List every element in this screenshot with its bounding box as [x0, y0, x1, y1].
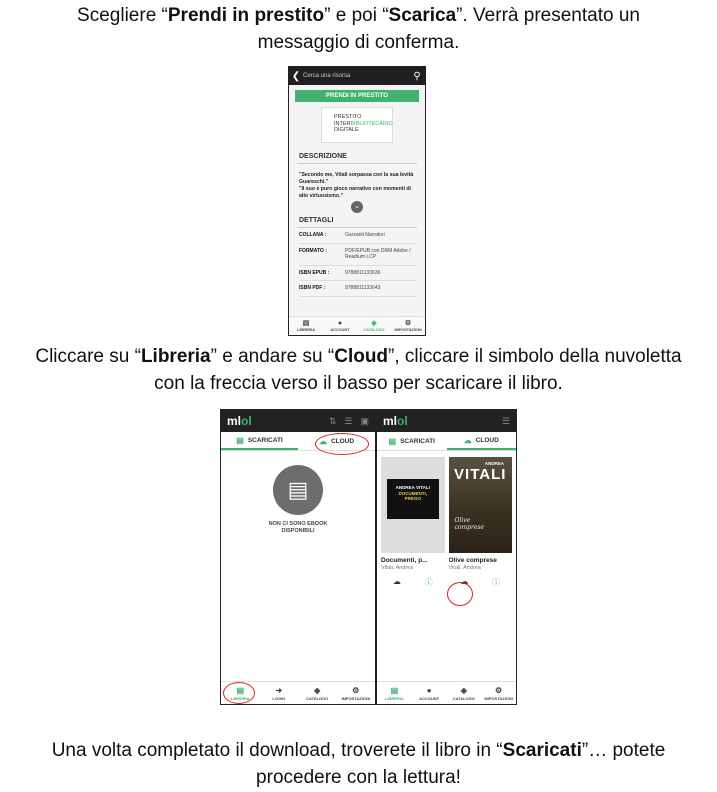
search-bar: [289, 67, 425, 85]
description-quote-2: "Il suo è puro gioco narrativo con momenti di alto virtuosismo.": [299, 186, 411, 199]
description-heading: DESCRIZIONE: [299, 153, 347, 160]
nav-catalog[interactable]: [298, 682, 337, 704]
nav-label: LOGIN: [272, 695, 286, 701]
step2-text-line2: con la freccia verso il basso per scaricare il libro.: [154, 373, 563, 394]
cover-title: PREGO: [404, 496, 421, 501]
open-book-icon: ▤: [273, 465, 323, 515]
step1-text-line2: messaggio di conferma.: [257, 32, 460, 53]
tab-label: SCARICATI: [400, 437, 435, 445]
step1-text: ”. Verrà presentato un: [456, 5, 640, 26]
logo-text: DIGITALE: [334, 127, 359, 133]
nav-label: LIBRERIA: [230, 695, 250, 701]
instruction-step-1: [0, 2, 717, 56]
catalog-icon: ◈: [314, 685, 321, 695]
nav-label: LIBRERIA: [297, 328, 315, 332]
cloud-icon: ☁: [463, 435, 472, 445]
book-title: Documenti, p...: [381, 557, 428, 564]
nav-label: CATALOGO: [363, 328, 385, 332]
nav-label: IMPOSTAZIONI: [341, 695, 371, 701]
cover-author: ANDREA: [484, 461, 504, 466]
detail-row: [299, 244, 417, 266]
step3-bold-downloaded: Scaricati: [502, 740, 582, 761]
mlol-logo: [383, 414, 494, 428]
brand-text-accent: ol: [241, 414, 252, 428]
cover-title: DOCUMENTI,: [398, 490, 427, 496]
library-icon: ▤: [236, 685, 245, 695]
nav-settings[interactable]: [481, 682, 516, 704]
nav-label: CATALOGO: [452, 695, 476, 701]
borrow-button[interactable]: PRENDI IN PRESTITO: [295, 90, 419, 102]
search-icon[interactable]: ⚲: [413, 70, 421, 82]
book-author: Vitali, Andrea: [448, 565, 481, 571]
step1-bold-download: Scarica: [388, 5, 457, 26]
tab-label: CLOUD: [475, 436, 499, 444]
nav-library[interactable]: [377, 682, 412, 704]
gear-icon: ⚙: [404, 320, 412, 327]
step2-bold-library: Libreria: [140, 346, 211, 367]
nav-label: IMPOSTAZIONI: [484, 695, 513, 701]
nav-label: ACCOUNT: [419, 695, 440, 701]
nav-login[interactable]: [260, 682, 299, 704]
info-icon[interactable]: ⓘ: [424, 578, 433, 587]
app-header: [221, 410, 375, 432]
brand-text: ml: [383, 414, 398, 428]
detail-value: 9788811133643: [345, 285, 381, 291]
cover-title-line: Olive: [454, 517, 471, 524]
list-icon[interactable]: ☰: [501, 415, 510, 426]
empty-message-line: DISPONIBILI: [281, 528, 315, 534]
mlol-logo: [227, 414, 321, 428]
library-icon: ▤: [390, 685, 399, 695]
details-heading: DETTAGLI: [299, 217, 334, 224]
detail-row: [299, 266, 417, 282]
detail-value: 9788811133636: [345, 269, 381, 276]
book-card[interactable]: [449, 457, 513, 588]
detail-key: ISBN EPUB :: [299, 269, 330, 276]
cloud-icon: ☁: [318, 436, 327, 446]
bottom-nav: [377, 681, 516, 704]
user-icon: ●: [337, 320, 343, 327]
list-icon[interactable]: ☰: [344, 415, 353, 426]
book-actions: [381, 577, 445, 588]
logo-text: PRESTITO: [334, 114, 362, 120]
cover-title: [455, 517, 485, 531]
nav-label: CATALOGO: [306, 695, 329, 701]
book-cover[interactable]: [381, 457, 445, 553]
nav-library[interactable]: [289, 317, 323, 335]
logo-text-green: BIBLIOTECARIO: [350, 120, 393, 127]
book-author: Vitali, Andrea: [381, 565, 414, 571]
step3-text: Una volta completato il download, troverete il libro in “: [51, 740, 503, 761]
description-quote-1: "Secondo me, Vitali sorpassa con la sua levità Guareschi.": [299, 172, 414, 185]
instruction-step-2: [0, 343, 717, 397]
step2-text: ”, cliccare il simbolo della nuvoletta: [388, 346, 682, 367]
tab-downloaded[interactable]: [377, 432, 447, 450]
book-title: Olive comprese: [448, 557, 497, 564]
empty-message-line: NON CI SONO EBOOK: [268, 521, 328, 527]
tab-label: CLOUD: [330, 437, 355, 445]
divider: [297, 163, 417, 164]
nav-settings[interactable]: [337, 682, 376, 704]
annotation-circle-download: [447, 582, 473, 606]
detail-key: COLLANA :: [299, 232, 327, 238]
nav-label: IMPOSTAZIONI: [394, 328, 422, 332]
library-tabs: [377, 432, 516, 451]
cover-author-name: VITALI: [454, 466, 507, 483]
cover-author: ANDREA VITALI: [395, 485, 430, 490]
tab-downloaded[interactable]: [221, 432, 298, 450]
description-text: [299, 172, 417, 200]
user-icon: ●: [426, 685, 432, 695]
instruction-step-3: [0, 737, 717, 791]
book-icon[interactable]: ▣: [360, 415, 369, 426]
sort-icon[interactable]: ⇅: [328, 415, 337, 426]
screenshot-library-cloud: [376, 409, 517, 705]
step3-text: ”… potete: [581, 740, 666, 761]
step3-text-line2: procedere con la lettura!: [256, 767, 461, 788]
gear-icon: ⚙: [495, 685, 503, 695]
screenshot-book-detail: [288, 66, 426, 336]
nav-label: ACCOUNT: [330, 328, 350, 332]
detail-row: [299, 281, 417, 297]
nav-settings[interactable]: [391, 317, 425, 335]
nav-catalog[interactable]: [447, 682, 482, 704]
book-card[interactable]: [381, 457, 445, 588]
book-grid: [377, 451, 516, 588]
book-cover[interactable]: [449, 457, 513, 553]
gear-icon: ⚙: [352, 685, 360, 695]
nav-catalog[interactable]: [357, 317, 391, 335]
step1-text: ” e poi “: [324, 5, 389, 26]
catalog-icon: ◈: [460, 685, 467, 695]
library-icon: ▤: [302, 320, 310, 327]
chevron-down-icon[interactable]: ⌄: [351, 201, 363, 213]
detail-value: PDF/EPUB con DRM Adobe / Readium LCP: [345, 247, 411, 260]
annotation-circle-cloud: [315, 433, 369, 455]
step2-text: ” e andare su “: [210, 346, 335, 367]
tab-label: SCARICATI: [247, 436, 283, 444]
nav-label: LIBRERIA: [384, 695, 404, 701]
step1-bold-borrow: Prendi in prestito: [167, 5, 325, 26]
detail-row: [299, 228, 417, 244]
annotation-circle-library: [223, 682, 255, 704]
tab-cloud[interactable]: [447, 432, 517, 450]
step2-text: Cliccare su “: [35, 346, 141, 367]
cloud-download-icon[interactable]: ☁: [460, 577, 469, 586]
nav-account[interactable]: [323, 317, 357, 335]
detail-key: FORMATO :: [299, 247, 327, 254]
open-book-icon: ▤: [236, 435, 244, 445]
back-arrow-icon[interactable]: ❮: [291, 70, 301, 82]
screenshot-library-empty: [220, 409, 376, 705]
cover-band: [387, 479, 439, 519]
cover-title-line: comprese: [454, 524, 485, 531]
cloud-download-icon[interactable]: ☁: [392, 577, 401, 586]
info-icon[interactable]: ⓘ: [492, 578, 501, 587]
bottom-nav: [289, 316, 425, 335]
logo-text: INTER: [334, 120, 351, 127]
step2-bold-cloud: Cloud: [334, 346, 389, 367]
login-icon: ➜: [275, 685, 283, 695]
app-header: [377, 410, 516, 432]
detail-value: Garzanti Narratori: [345, 232, 385, 238]
nav-account[interactable]: [412, 682, 447, 704]
brand-text-accent: ol: [397, 414, 408, 428]
detail-key: ISBN PDF :: [299, 285, 326, 291]
step1-text: Scegliere “: [77, 5, 168, 26]
brand-text: ml: [227, 414, 242, 428]
pid-logo: [321, 107, 393, 143]
empty-message: [221, 521, 375, 535]
search-input[interactable]: Cerca una risorsa: [303, 73, 351, 79]
open-book-icon: ▤: [388, 436, 397, 446]
catalog-icon: ◈: [371, 320, 377, 327]
